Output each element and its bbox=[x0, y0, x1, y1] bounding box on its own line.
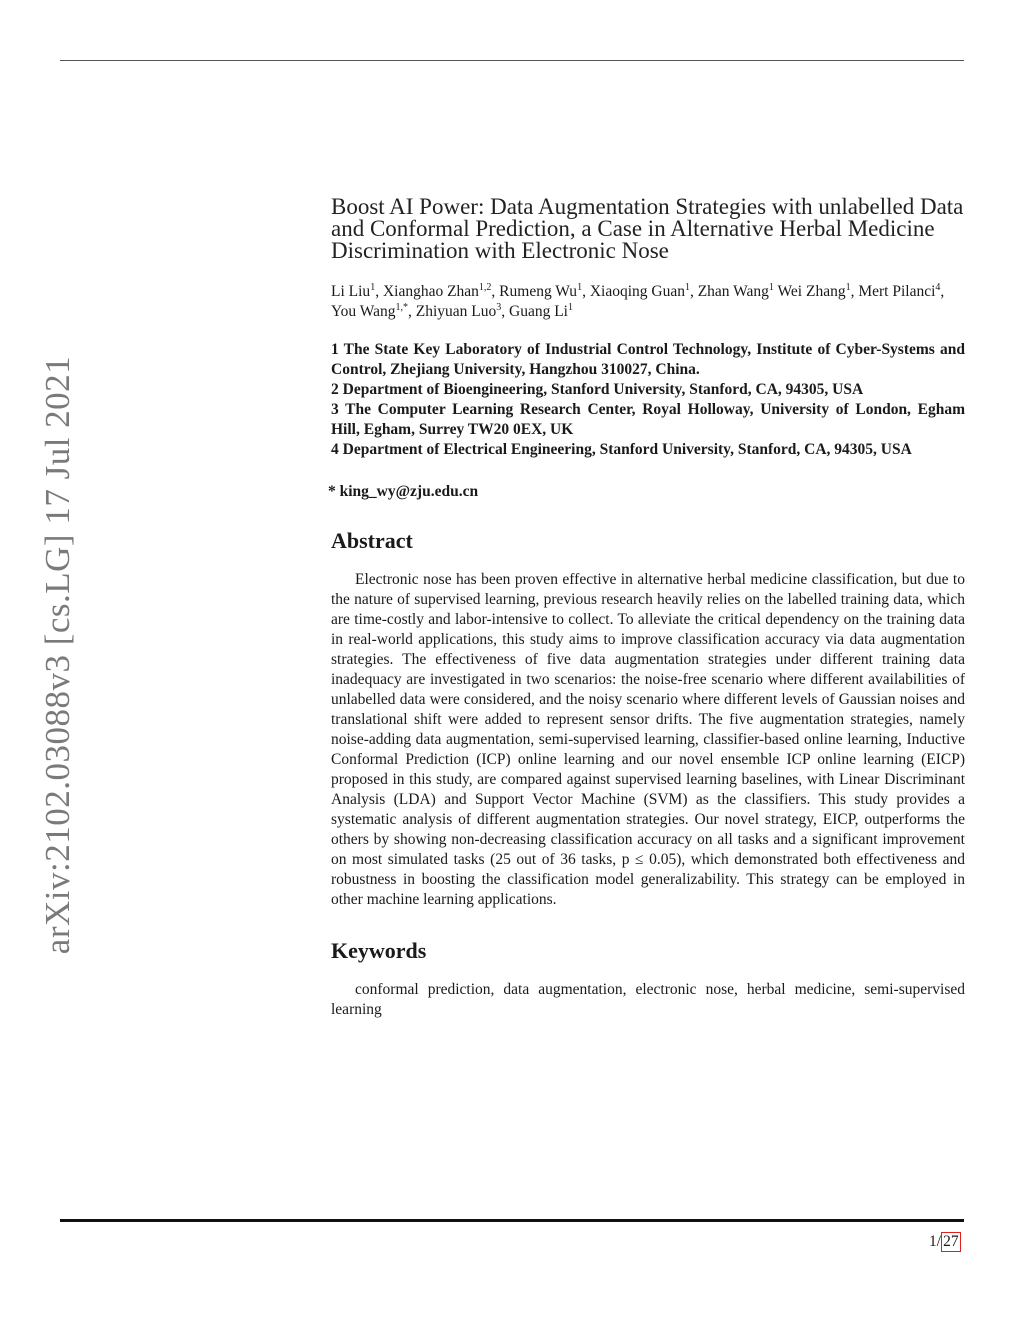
author-name: Zhiyuan Luo bbox=[415, 303, 497, 320]
paper-title: Boost AI Power: Data Augmentation Strategies with unlabelled Data and Conformal Prediction, a Case in Alternative Herbal Medicine Discrimination with Electronic Nose bbox=[331, 194, 964, 263]
page-current: 1/ bbox=[929, 1233, 942, 1250]
keywords-body: conformal prediction, data augmentation, electronic nose, herbal medicine, semi-supervised learning bbox=[331, 981, 965, 1018]
author-affiliation-marker: 1 bbox=[577, 281, 583, 293]
author-separator: , bbox=[491, 283, 500, 300]
author-name: You Wang bbox=[331, 303, 396, 320]
page-number bbox=[929, 1232, 961, 1252]
author-affiliation-marker: 1 bbox=[768, 281, 774, 293]
author-name: Rumeng Wu bbox=[499, 283, 578, 300]
author-separator: , bbox=[850, 283, 859, 300]
affiliation-item: 3 The Computer Learning Research Center, Royal Holloway, University of London, Egham Hill, Egham, Surrey TW20 0EX, UK bbox=[331, 401, 965, 438]
author-separator: , bbox=[408, 303, 416, 320]
author-affiliation-marker: 1,2 bbox=[478, 281, 492, 293]
author-name: Zhan Wang bbox=[697, 283, 769, 300]
author-name: Xianghao Zhan bbox=[382, 283, 479, 300]
author-name: Wei Zhang bbox=[777, 283, 846, 300]
author-affiliation-marker: 1 bbox=[684, 281, 690, 293]
page-total-link[interactable]: 27 bbox=[943, 1233, 959, 1250]
bottom-rule bbox=[60, 1219, 964, 1222]
author-affiliation-marker: 1,* bbox=[395, 301, 409, 313]
top-rule bbox=[60, 60, 964, 61]
author-affiliation-marker: 1 bbox=[370, 281, 376, 293]
author-affiliation-marker: 1 bbox=[568, 301, 573, 313]
abstract-body: Electronic nose has been proven effective in alternative herbal medicine classification, but due to the nature of supervised learning, previous research heavily relies on the labelled training data, which are time-costly and labor-intensive to collect. To alleviate the critical dependency on the training data in real-world applications, this study aims to improve classification accuracy via data augmentation strategies. The effectiveness of five data augmentation strategies under different training data inadequacy are investigated in two scenarios: the noise-free scenario where different availabilities of unlabelled data were considered, and the noisy scenario where different levels of Gaussian noises and translational shift were added to represent sensor drifts. The five augmentation strategies, namely noise-adding data augmentation, semi-supervised learning, classifier-based online learning, Inductive Conformal Prediction (ICP) online learning and our novel ensemble ICP online learning (EICP) proposed in this study, are compared against supervised learning baselines, with Linear Discriminant Analysis (LDA) and Support Vector Machine (SVM) as the classifiers. This study provides a systematic analysis of different augmentation strategies. Our novel strategy, EICP, outperforms the others by showing non-decreasing classification accuracy on all tasks and a significant improvement on most simulated tasks (25 out of 36 tasks, p ≤ 0.05), which demonstrated both effectiveness and robustness in boosting the classification model generalizability. This strategy can be employed in other machine learning applications. bbox=[331, 571, 965, 908]
author-name: Guang Li bbox=[509, 303, 568, 320]
author-separator: , bbox=[940, 283, 945, 300]
affiliation-item: 2 Department of Bioengineering, Stanford University, Stanford, CA, 94305, USA bbox=[331, 381, 864, 398]
keywords-heading: Keywords bbox=[331, 938, 427, 963]
affiliation-item: 1 The State Key Laboratory of Industrial Control Technology, Institute of Cyber-Systems and Control, Zhejiang University, Hangzhou 310027, China. bbox=[331, 341, 965, 378]
affiliation-list bbox=[331, 340, 965, 460]
author-affiliation-marker: 1 bbox=[845, 281, 851, 293]
author-affiliation-marker: 4 bbox=[935, 281, 941, 293]
author-affiliation-marker: 3 bbox=[496, 301, 502, 313]
paper-front-matter bbox=[328, 194, 965, 1020]
author-name: Li Liu bbox=[331, 283, 371, 300]
arxiv-identifier-stamp: arXiv:2102.03088v3 [cs.LG] 17 Jul 2021 bbox=[38, 355, 77, 955]
author-separator: , bbox=[689, 283, 698, 300]
author-list bbox=[331, 282, 965, 322]
author-separator: , bbox=[501, 303, 510, 320]
author-name: Mert Pilanci bbox=[858, 283, 936, 300]
abstract-heading: Abstract bbox=[331, 528, 413, 553]
corresponding-email[interactable]: * king_wy@zju.edu.cn bbox=[328, 483, 479, 500]
author-separator: , bbox=[375, 283, 383, 300]
affiliation-item: 4 Department of Electrical Engineering, Stanford University, Stanford, CA, 94305, USA bbox=[331, 441, 912, 458]
author-name: Xiaoqing Guan bbox=[589, 283, 685, 300]
author-separator: , bbox=[582, 283, 590, 300]
